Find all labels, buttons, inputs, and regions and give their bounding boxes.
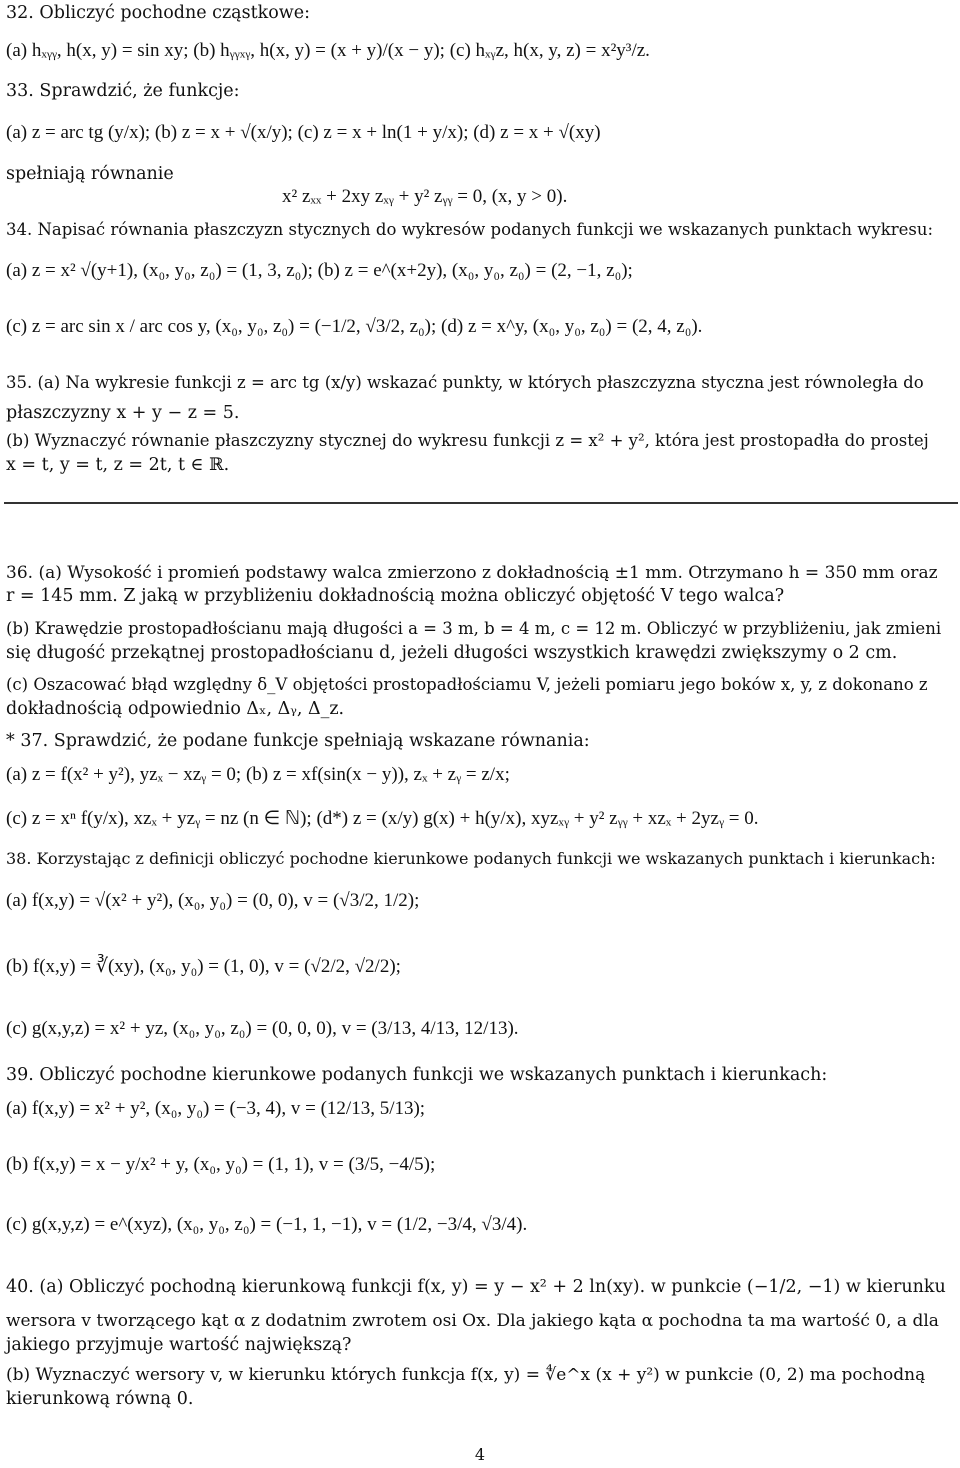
problem-37-row-1: (a) z = f(x² + y²), yzₓ − xzᵧ = 0; (b) z = xf(sin(x − y)), zₓ + zᵧ = z/x; [6, 764, 510, 785]
problem-40-a-line-2: wersora v tworzącego kąt α z dodatnim zwrotem osi Ox. Dla jakiego kąta α pochodna ta ma wartość 0, a dla [6, 1311, 939, 1331]
problem-39-b: (b) f(x,y) = x − y/x² + y, (x₀, y₀) = (1, 1), v = (3/5, −4/5); [6, 1154, 436, 1175]
problem-40-b-line-1: (b) Wyznaczyć wersory v, w kierunku których funkcja f(x, y) = ∜e^x (x + y²) w punkcie (0, 2) ma pochodną [6, 1365, 926, 1385]
problem-36-c-line-1: (c) Oszacować błąd względny δ_V objętości prostopadłościamu V, jeżeli pomiaru jego boków x, y, z dokonano z [6, 675, 928, 694]
problem-37-row-2: (c) z = xⁿ f(y/x), xzₓ + yzᵧ = nz (n ∈ ℕ); (d*) z = (x/y) g(x) + h(y/x), xyzₓᵧ + y² zᵧᵧ + xzₓ + 2yzᵧ = 0. [6, 808, 759, 829]
problem-40-a-line-1: 40. (a) Obliczyć pochodną kierunkową funkcji f(x, y) = y − x² + 2 ln(xy). w punkcie (−1/2, −1) w kierunku [6, 1277, 946, 1297]
problem-38-a: (a) f(x,y) = √(x² + y²), (x₀, y₀) = (0, 0), v = (√3/2, 1/2); [6, 890, 420, 911]
problem-32-header: 32. Obliczyć pochodne cząstkowe: [6, 3, 310, 23]
problem-40-b-line-2: kierunkową równą 0. [6, 1389, 194, 1409]
problem-33-functions: (a) z = arc tg (y/x); (b) z = x + √(x/y); (c) z = x + ln(1 + y/x); (d) z = x + √(xy) [6, 122, 601, 143]
page-number: 4 [474, 1445, 486, 1464]
problem-35-b-line-2: x = t, y = t, z = 2t, t ∈ ℝ. [6, 455, 230, 475]
problem-36-b-line-1: (b) Krawędzie prostopadłościanu mają długości a = 3 m, b = 4 m, c = 12 m. Obliczyć w przybliżeniu, jak zmieni [6, 619, 942, 638]
problem-33-satisfy-text: spełniają równanie [6, 164, 174, 184]
problem-35-a-line-2: płaszczyzny x + y − z = 5. [6, 403, 240, 423]
problem-38-c: (c) g(x,y,z) = x² + yz, (x₀, y₀, z₀) = (0, 0, 0), v = (3/13, 4/13, 12/13). [6, 1018, 519, 1039]
problem-32-line: (a) hₓᵧᵧ, h(x, y) = sin xy; (b) hᵧᵧₓᵧ, h(x, y) = (x + y)/(x − y); (c) hₓᵧz, h(x, y, z) = x²y³/z. [6, 40, 650, 61]
problem-33-equation: x² zₓₓ + 2xy zₓᵧ + y² zᵧᵧ = 0, (x, y > 0). [282, 186, 568, 207]
problem-39-a: (a) f(x,y) = x² + y², (x₀, y₀) = (−3, 4), v = (12/13, 5/13); [6, 1098, 426, 1119]
problem-35-a-line-1: 35. (a) Na wykresie funkcji z = arc tg (x/y) wskazać punkty, w których płaszczyzna styczna jest równoległa do [6, 373, 924, 392]
problem-33-header: 33. Sprawdzić, że funkcje: [6, 81, 240, 101]
problem-37-header: * 37. Sprawdzić, że podane funkcje spełniają wskazane równania: [6, 731, 590, 751]
problem-34-row-2: (c) z = arc sin x / arc cos y, (x₀, y₀, z₀) = (−1/2, √3/2, z₀); (d) z = x^y, (x₀, y₀, z₀) = (2, 4, z₀). [6, 316, 703, 337]
problem-39-header: 39. Obliczyć pochodne kierunkowe podanych funkcji we wskazanych punktach i kierunkach: [6, 1065, 828, 1085]
problem-39-c: (c) g(x,y,z) = e^(xyz), (x₀, y₀, z₀) = (−1, 1, −1), v = (1/2, −3/4, √3/4). [6, 1214, 528, 1235]
problem-40-a-line-3: jakiego przyjmuje wartość największą? [6, 1335, 352, 1355]
problem-38-header: 38. Korzystając z definicji obliczyć pochodne kierunkowe podanych funkcji we wskazanych punktach i kierunkach: [6, 849, 936, 868]
problem-36-b-line-2: się długość przekątnej prostopadłościanu d, jeżeli długości wszystkich krawędzi zwiększymy o 2 cm. [6, 643, 898, 663]
problem-36-a-line-1: 36. (a) Wysokość i promień podstawy walca zmierzono z dokładnością ±1 mm. Otrzymano h = 350 mm oraz [6, 563, 938, 583]
problem-36-a-line-2: r = 145 mm. Z jaką w przybliżeniu dokładnością można obliczyć objętość V tego walca? [6, 586, 785, 606]
problem-34-row-1: (a) z = x² √(y+1), (x₀, y₀, z₀) = (1, 3, z₀); (b) z = e^(x+2y), (x₀, y₀, z₀) = (2, −1, z₀); [6, 260, 633, 281]
problem-35-b-line-1: (b) Wyznaczyć równanie płaszczyzny stycznej do wykresu funkcji z = x² + y², która jest prostopadła do prostej [6, 431, 929, 450]
problem-34-header: 34. Napisać równania płaszczyzn stycznych do wykresów podanych funkcji we wskazanych punktach wykresu: [6, 220, 934, 239]
problem-38-b: (b) f(x,y) = ∛(xy), (x₀, y₀) = (1, 0), v = (√2/2, √2/2); [6, 956, 401, 977]
problem-36-c-line-2: dokładnością odpowiednio Δₓ, Δᵧ, Δ_z. [6, 699, 345, 719]
section-title [4, 502, 958, 504]
